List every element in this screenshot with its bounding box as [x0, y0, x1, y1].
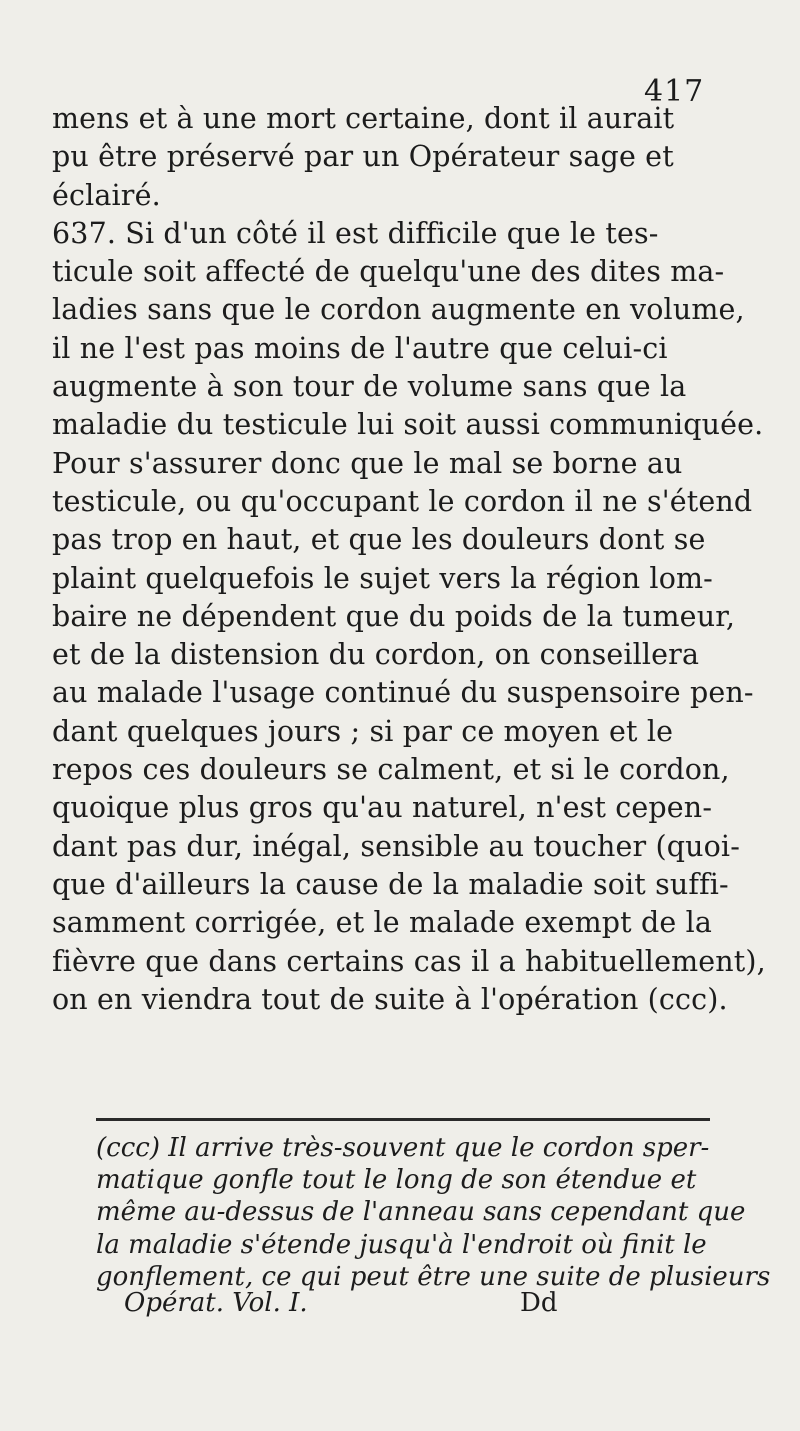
footnote-line: la maladie s'étende jusqu'à l'endroit où finit le: [96, 1229, 707, 1260]
text-line: fièvre que dans certains cas il a habituellement),: [52, 944, 766, 978]
text-line: que d'ailleurs la cause de la maladie soit suffi-: [52, 867, 729, 901]
signature-mark: Opérat. Vol. I.: [124, 1288, 308, 1318]
text-line: pu être préservé par un Opérateur sage et: [52, 140, 674, 174]
text-line: Pour s'assurer donc que le mal se borne au: [52, 446, 683, 480]
footnote: [96, 1132, 771, 1293]
text-line: éclairé.: [52, 178, 161, 212]
text-line: repos ces douleurs se calment, et si le cordon,: [52, 753, 730, 787]
text-line: samment corrigée, et le malade exempt de la: [52, 906, 713, 940]
footnote-line: même au-dessus de l'anneau sans cependant que: [96, 1197, 746, 1228]
footnote-line: matique gonfle tout le long de son étendue et: [96, 1165, 697, 1196]
footnote-line: gonflement, ce qui peut être une suite de plusieurs: [96, 1261, 771, 1292]
text-line: augmente à son tour de volume sans que la: [52, 370, 687, 404]
text-line: on en viendra tout de suite à l'opération (ccc).: [52, 982, 728, 1016]
text-line: testicule, ou qu'occupant le cordon il ne s'étend: [52, 484, 753, 518]
text-line: pas trop en haut, et que les douleurs dont se: [52, 523, 706, 557]
text-line: mens et à une mort certaine, dont il aurait: [52, 102, 675, 135]
signature-letters: Dd: [520, 1288, 558, 1318]
text-line: ladies sans que le cordon augmente en volume,: [52, 293, 745, 327]
text-line: quoique plus gros qu'au naturel, n'est cepen-: [52, 791, 713, 825]
footnote-line: (ccc) Il arrive très-souvent que le cordon sper-: [96, 1133, 710, 1163]
text-line: maladie du testicule lui soit aussi communiquée.: [52, 408, 764, 442]
text-line: au malade l'usage continué du suspensoire pen-: [52, 676, 754, 710]
main-paragraph: [52, 100, 772, 1019]
text-line: baire ne dépendent que du poids de la tumeur,: [52, 599, 736, 633]
text-line: dant pas dur, inégal, sensible au toucher (quoi-: [52, 829, 740, 863]
text-line: plaint quelquefois le sujet vers la région lom-: [52, 561, 713, 595]
text-line: et de la distension du cordon, on conseillera: [52, 638, 700, 672]
text-line: 637. Si d'un côté il est difficile que le tes-: [52, 216, 659, 250]
text-line: dant quelques jours ; si par ce moyen et le: [52, 714, 674, 748]
footnote-divider: [96, 1118, 710, 1121]
text-line: ticule soit affecté de quelqu'une des dites ma-: [52, 255, 725, 289]
page-number: 417: [644, 74, 705, 109]
text-line: il ne l'est pas moins de l'autre que celui-ci: [52, 331, 668, 365]
